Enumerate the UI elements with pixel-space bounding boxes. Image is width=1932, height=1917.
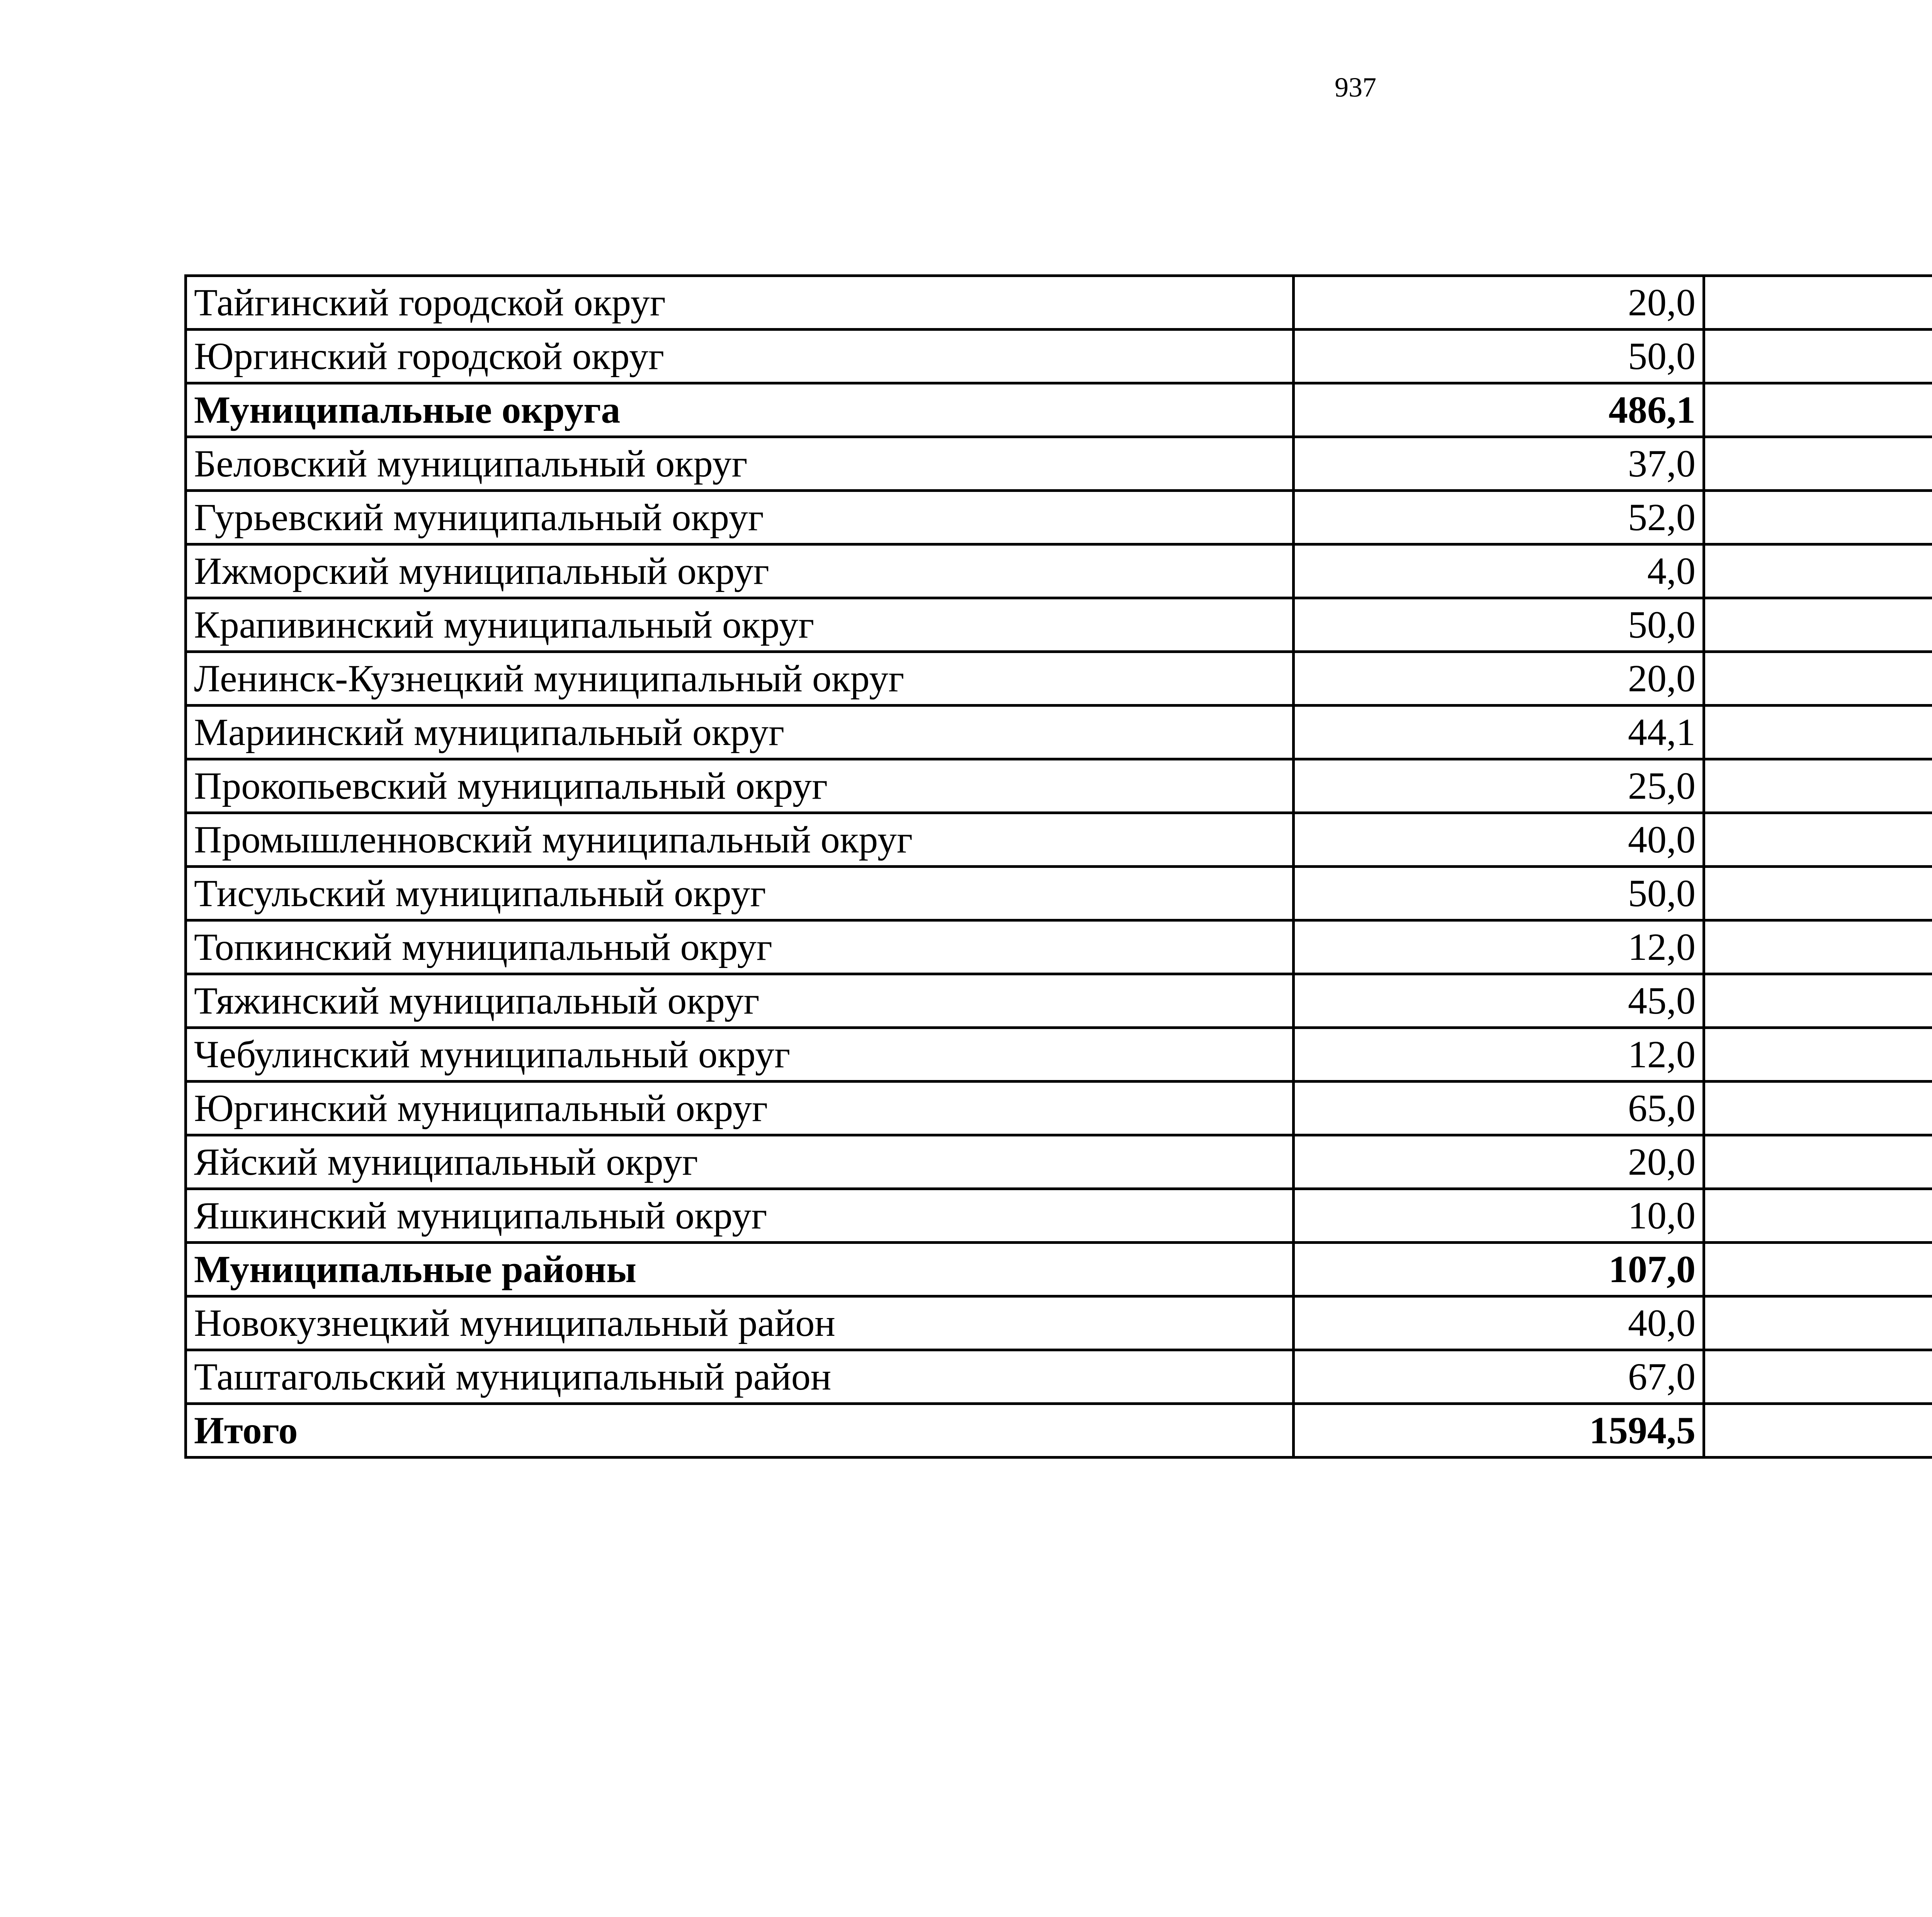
value-cell-1: 44,1 bbox=[1294, 706, 1704, 759]
table-row bbox=[186, 1189, 1932, 1243]
value-cell-2 bbox=[1704, 867, 1932, 920]
row-label-cell: Прокопьевский муниципальный округ bbox=[186, 759, 1294, 813]
row-label-cell: Крапивинский муниципальный округ bbox=[186, 598, 1294, 652]
value-cell-1: 107,0 bbox=[1294, 1243, 1704, 1296]
row-label-cell: Яйский муниципальный округ bbox=[186, 1135, 1294, 1189]
value-cell-2 bbox=[1704, 1028, 1932, 1082]
row-label-cell: Итого bbox=[186, 1404, 1294, 1458]
value-cell-1: 25,0 bbox=[1294, 759, 1704, 813]
table-row bbox=[186, 598, 1932, 652]
row-label-cell: Тяжинский муниципальный округ bbox=[186, 974, 1294, 1028]
table-row bbox=[186, 544, 1932, 598]
row-label-cell: Яшкинский муниципальный округ bbox=[186, 1189, 1294, 1243]
table-row bbox=[186, 1243, 1932, 1296]
row-label-cell: Юргинский городской округ bbox=[186, 330, 1294, 383]
data-table bbox=[184, 274, 1932, 1459]
value-cell-1: 20,0 bbox=[1294, 652, 1704, 706]
table-row bbox=[186, 759, 1932, 813]
table-row bbox=[186, 1082, 1932, 1135]
value-cell-1: 40,0 bbox=[1294, 813, 1704, 867]
value-cell-1: 20,0 bbox=[1294, 1135, 1704, 1189]
table-row bbox=[186, 1404, 1932, 1458]
value-cell-2 bbox=[1704, 598, 1932, 652]
row-label-cell: Юргинский муниципальный округ bbox=[186, 1082, 1294, 1135]
row-label-cell: Топкинский муниципальный округ bbox=[186, 920, 1294, 974]
page-number: 937 bbox=[1335, 72, 1376, 103]
table-row bbox=[186, 491, 1932, 544]
row-label-cell: Чебулинский муниципальный округ bbox=[186, 1028, 1294, 1082]
value-cell-1: 4,0 bbox=[1294, 544, 1704, 598]
value-cell-2 bbox=[1704, 920, 1932, 974]
table-row bbox=[186, 1296, 1932, 1350]
row-label-cell: Муниципальные районы bbox=[186, 1243, 1294, 1296]
value-cell-2 bbox=[1704, 276, 1932, 330]
value-cell-2 bbox=[1704, 491, 1932, 544]
value-cell-2 bbox=[1704, 544, 1932, 598]
value-cell-1: 52,0 bbox=[1294, 491, 1704, 544]
value-cell-2 bbox=[1704, 706, 1932, 759]
value-cell-2 bbox=[1704, 813, 1932, 867]
value-cell-2 bbox=[1704, 1189, 1932, 1243]
value-cell-1: 12,0 bbox=[1294, 920, 1704, 974]
row-label-cell: Тайгинский городской округ bbox=[186, 276, 1294, 330]
row-label-cell: Промышленновский муниципальный округ bbox=[186, 813, 1294, 867]
table-row bbox=[186, 920, 1932, 974]
table-row bbox=[186, 867, 1932, 920]
table-row bbox=[186, 437, 1932, 491]
value-cell-2 bbox=[1704, 1404, 1932, 1458]
row-label-cell: Таштагольский муниципальный район bbox=[186, 1350, 1294, 1404]
value-cell-1: 50,0 bbox=[1294, 330, 1704, 383]
table-row bbox=[186, 706, 1932, 759]
table-body bbox=[186, 276, 1932, 1458]
value-cell-2 bbox=[1704, 652, 1932, 706]
value-cell-2 bbox=[1704, 1350, 1932, 1404]
table-row bbox=[186, 1135, 1932, 1189]
value-cell-1: 50,0 bbox=[1294, 598, 1704, 652]
table-row bbox=[186, 652, 1932, 706]
value-cell-1: 12,0 bbox=[1294, 1028, 1704, 1082]
row-label-cell: Гурьевский муниципальный округ bbox=[186, 491, 1294, 544]
row-label-cell: Ленинск-Кузнецкий муниципальный округ bbox=[186, 652, 1294, 706]
value-cell-1: 10,0 bbox=[1294, 1189, 1704, 1243]
value-cell-1: 65,0 bbox=[1294, 1082, 1704, 1135]
table-row bbox=[186, 974, 1932, 1028]
row-label-cell: Тисульский муниципальный округ bbox=[186, 867, 1294, 920]
value-cell-2 bbox=[1704, 383, 1932, 437]
value-cell-1: 40,0 bbox=[1294, 1296, 1704, 1350]
value-cell-1: 67,0 bbox=[1294, 1350, 1704, 1404]
value-cell-1: 50,0 bbox=[1294, 867, 1704, 920]
row-label-cell: Беловский муниципальный округ bbox=[186, 437, 1294, 491]
value-cell-2 bbox=[1704, 437, 1932, 491]
value-cell-2 bbox=[1704, 759, 1932, 813]
row-label-cell: Ижморский муниципальный округ bbox=[186, 544, 1294, 598]
table-row bbox=[186, 276, 1932, 330]
table-row bbox=[186, 383, 1932, 437]
row-label-cell: Муниципальные округа bbox=[186, 383, 1294, 437]
value-cell-2 bbox=[1704, 1296, 1932, 1350]
value-cell-1: 486,1 bbox=[1294, 383, 1704, 437]
value-cell-1: 1594,5 bbox=[1294, 1404, 1704, 1458]
row-label-cell: Мариинский муниципальный округ bbox=[186, 706, 1294, 759]
table-row bbox=[186, 813, 1932, 867]
value-cell-1: 37,0 bbox=[1294, 437, 1704, 491]
value-cell-2 bbox=[1704, 1082, 1932, 1135]
value-cell-2 bbox=[1704, 330, 1932, 383]
table-row bbox=[186, 330, 1932, 383]
value-cell-2 bbox=[1704, 974, 1932, 1028]
value-cell-1: 45,0 bbox=[1294, 974, 1704, 1028]
value-cell-2 bbox=[1704, 1243, 1932, 1296]
value-cell-2 bbox=[1704, 1135, 1932, 1189]
row-label-cell: Новокузнецкий муниципальный район bbox=[186, 1296, 1294, 1350]
table-row bbox=[186, 1028, 1932, 1082]
table-row bbox=[186, 1350, 1932, 1404]
value-cell-1: 20,0 bbox=[1294, 276, 1704, 330]
